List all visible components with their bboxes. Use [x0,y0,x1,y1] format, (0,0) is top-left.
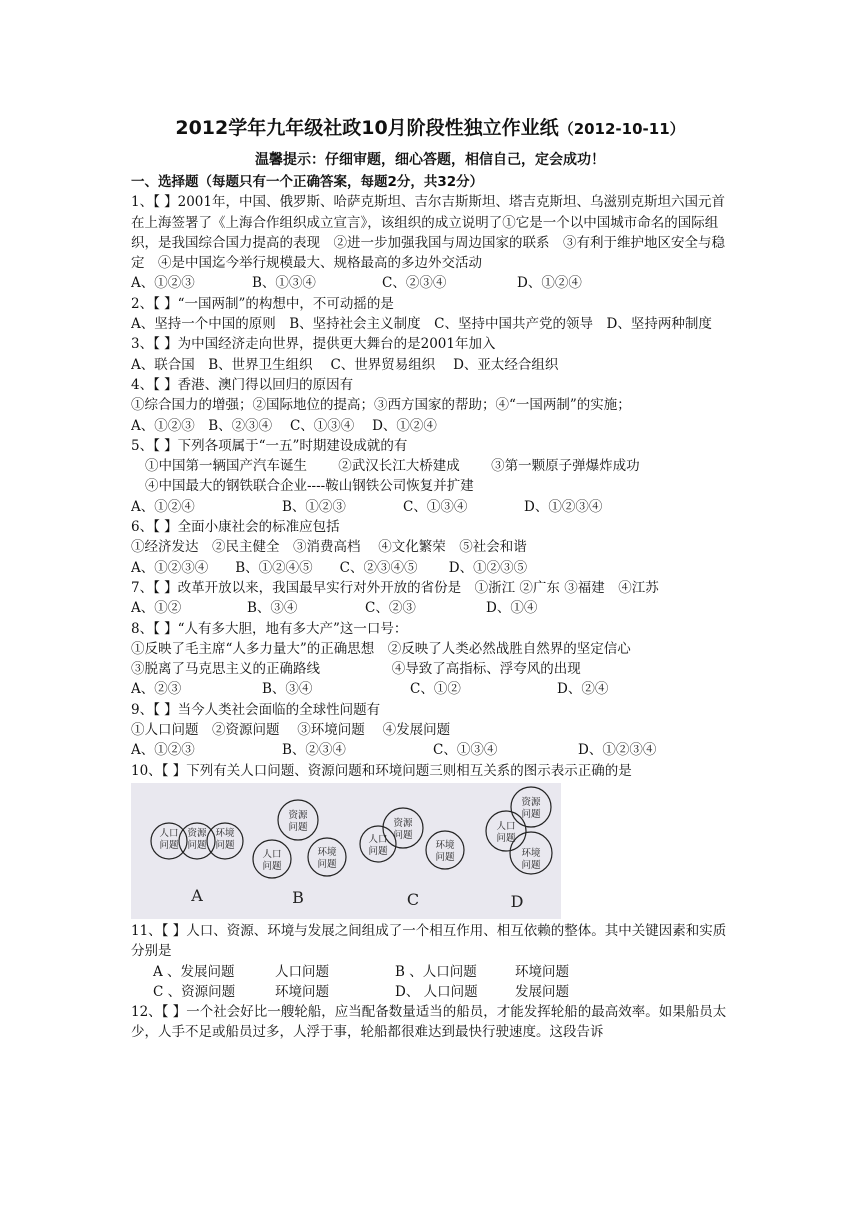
option-d: D、①④ [486,600,538,617]
question-8-items-2: ③脱离了马克思主义的正确路线 ④导致了高指标、浮夸风的出现 [131,661,581,678]
question-4-options: A、①②③ B、②③④ C、①③④ D、①②④ [131,417,437,434]
question-8-options [131,679,731,699]
option-d: D、①②④ [517,275,582,292]
question-1-options [131,273,731,293]
question-5-items-2: ④中国最大的钢铁联合企业----鞍山钢铁公司恢复并扩建 [145,478,474,495]
option-a: A、①② [131,600,182,617]
option-d: D、 人口问题 [395,983,478,1000]
question-9: 9、【 】当今人类社会面临的全球性问题有 [131,701,381,718]
label-huanjing-d: 环境问题 [521,847,541,871]
question-8-items-1: ①反映了毛主席“人多力量大”的正确思想 ②反映了人类必然战胜自然界的坚定信心 [131,640,631,657]
option-b: B、②③④ [282,742,346,759]
circle-label-line2: 问题 [393,829,413,841]
option-a: A、①②④ [131,498,195,515]
venn-diagram-svg [131,783,561,919]
circle-label-line2: 问题 [521,859,541,871]
question-5: 5、【 】下列各项属于“一五”时期建设成就的有 [131,437,408,454]
question-3-options: A、联合国 B、世界卫生组织 C、世界贸易组织 D、亚太经合组织 [131,356,559,373]
circle-label-line2: 问题 [262,860,282,872]
circle-label-line2: 问题 [521,808,541,820]
label-ziyuan-a: 资源问题 [187,827,207,851]
page-title [0,115,860,142]
option-d: D、①②③④ [524,498,603,515]
question-11: 11、【 】人口、资源、环境与发展之间组成了一个相互作用、相互依赖的整体。其中关键因素和实质分别是 [131,922,727,960]
question-11-options-row1 [131,962,731,982]
diagram-letter-a: A [191,885,203,905]
option-c: C、①③④ [403,498,468,515]
title-text: 2012学年九年级社政10月阶段性独立作业纸 [175,117,559,139]
question-2: 2、【 】“一国两制”的构想中，不可动摇的是 [131,295,394,312]
option-a-answer: 人口问题 [275,963,329,980]
question-4-items: ①综合国力的增强；②国际地位的提高；③西方国家的帮助；④“一国两制”的实施； [131,397,631,414]
option-d-answer: 发展问题 [515,983,569,1000]
question-11-options-row2 [131,982,731,1002]
option-a: A、②③ [131,681,182,698]
question-6-items: ①经济发达 ②民主健全 ③消费高档 ④文化繁荣 ⑤社会和谐 [131,539,527,556]
question-10: 10、【 】下列有关人口问题、资源问题和环境问题三则相互关系的图示表示正确的是 [131,762,632,779]
option-d: D、②④ [557,681,609,698]
circle-label-line2: 问题 [159,839,179,851]
option-d: D、①②③④ [578,742,657,759]
circle-label-line2: 问题 [317,858,337,870]
label-renkou-c: 人口问题 [368,833,388,857]
label-renkou-d: 人口问题 [496,820,516,844]
diagram-letter-d: D [510,891,524,911]
option-a: A、①②③ [131,742,195,759]
label-huanjing-c: 环境问题 [435,839,455,863]
tip-text: 温馨提示：仔细审题，细心答题，相信自己，定会成功！ [255,152,605,168]
option-c: C、①③④ [433,742,498,759]
option-a: A 、发展问题 [153,963,235,980]
venn-diagram-figure [131,783,561,919]
option-b: B、③④ [247,600,298,617]
section-heading: 一、选择题（每题只有一个正确答案，每题2分，共32分） [131,174,484,190]
circle-label-line2: 问题 [496,832,516,844]
question-7: 7、【 】改革开放以来，我国最早实行对外开放的省份是 ①浙江 ②广东 ③福建 ④江苏 [131,579,659,596]
circle-label-line2: 问题 [288,821,308,833]
label-renkou-a: 人口问题 [159,827,179,851]
option-c-answer: 环境问题 [275,983,329,1000]
option-a: A、①②③ [131,275,195,292]
question-9-options [131,740,731,760]
question-7-options [131,598,731,618]
option-b: B 、人口问题 [395,963,477,980]
option-b-answer: 环境问题 [515,963,569,980]
option-c: C、②③ [365,600,416,617]
circle-label-line2: 问题 [435,851,455,863]
option-c: C、①② [410,681,461,698]
option-c: C 、资源问题 [153,983,236,1000]
question-2-options: A、坚持一个中国的原则 B、坚持社会主义制度 C、坚持中国共产党的领导 D、坚持两种制度 [131,316,712,333]
option-b: B、①③④ [252,275,316,292]
diagram-letter-b: B [292,887,304,907]
label-huanjing-a: 环境问题 [215,827,235,851]
option-c: C、②③④ [382,275,447,292]
circle-label-line2: 问题 [187,839,207,851]
option-b: B、①②③ [282,498,346,515]
option-b: B、③④ [262,681,313,698]
question-9-items: ①人口问题 ②资源问题 ③环境问题 ④发展问题 [131,722,451,739]
question-12: 12、【 】一个社会好比一艘轮船，应当配备数量适当的船员，才能发挥轮船的最高效率。如果船员太少，人手不足或船员过多，人浮于事，轮船都很难达到最快行驶速度。这段告诉 [131,1004,727,1041]
label-huanjing-b: 环境问题 [317,846,337,870]
title-date: （2012-10-11） [558,120,685,138]
question-1: 1、【 】2001年，中国、俄罗斯、哈萨克斯坦、吉尔吉斯斯坦、塔吉克斯坦、乌滋别克斯坦六国元首在上海签署了《上海合作组织成立宣言》，该组织的成立说明了①它是一个以中国城市命名的国际组织，是我国综合国力提高的表现 ②进一步加强我国与周边国家的联系 ③有利于维护地区安全与稳定 ④是中国迄今举行规模最大、规格最高的多边外交活动 [131,194,725,272]
circle-label-line2: 问题 [368,845,388,857]
label-ziyuan-b: 资源问题 [288,809,308,833]
question-5-options [131,497,731,517]
diagram-letter-c: C [406,889,420,909]
question-3: 3、【 】为中国经济走向世界，提供更大舞台的是2001年加入 [131,336,496,353]
label-ziyuan-c: 资源问题 [393,817,413,841]
question-6: 6、【 】全面小康社会的标准应包括 [131,519,340,536]
question-4: 4、【 】香港、澳门得以回归的原因有 [131,376,354,393]
question-6-options: A、①②③④ B、①②④⑤ C、②③④⑤ D、①②③⑤ [131,559,528,576]
questions-content [131,172,731,1043]
label-renkou-b: 人口问题 [262,848,282,872]
question-5-items-1: ①中国第一辆国产汽车诞生 ②武汉长江大桥建成 ③第一颗原子弹爆炸成功 [145,458,640,475]
circle-label-line2: 问题 [215,839,235,851]
question-8: 8、【 】“人有多大胆，地有多大产”这一口号： [131,620,408,637]
label-ziyuan-d: 资源问题 [521,796,541,820]
